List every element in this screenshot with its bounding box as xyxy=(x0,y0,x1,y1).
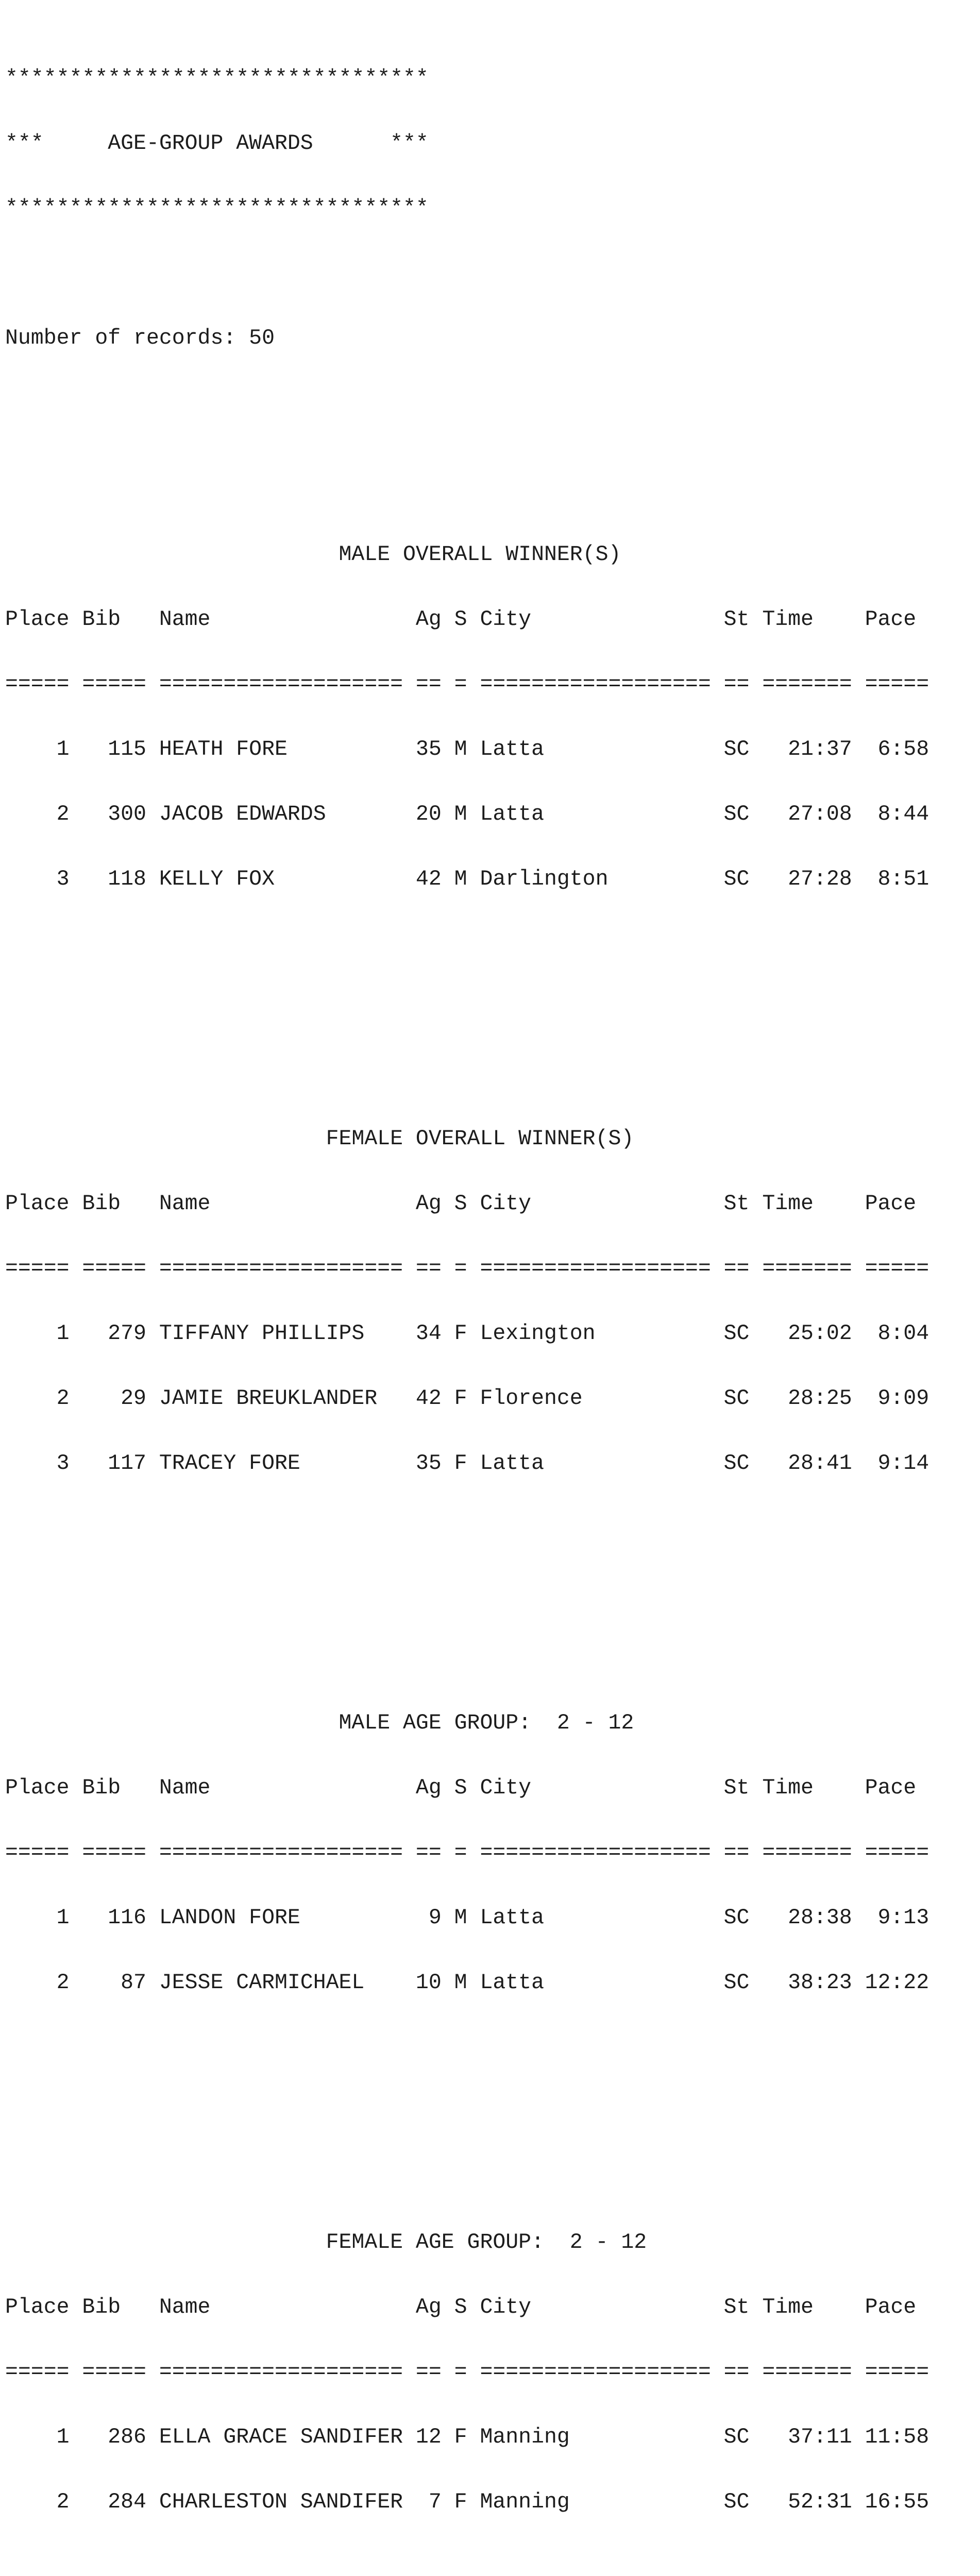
result-row: 1 115 HEATH FORE 35 M Latta SC 21:37 6:58 xyxy=(5,737,930,761)
result-row: 3 117 TRACEY FORE 35 F Latta SC 28:41 9:14 xyxy=(5,1451,930,1476)
blank-line xyxy=(5,2556,974,2576)
blank-line xyxy=(5,263,974,284)
section-title: FEMALE AGE GROUP: 2 - 12 xyxy=(5,2230,647,2255)
results-section xyxy=(5,501,974,998)
records-count: Number of records: 50 xyxy=(5,326,275,350)
result-row: 2 300 JACOB EDWARDS 20 M Latta SC 27:08 8:44 xyxy=(5,802,930,826)
header-title: *** AGE-GROUP AWARDS *** xyxy=(5,131,429,156)
column-header: Place Bib Name Ag S City St Time Pace xyxy=(5,1776,917,1800)
header-stars-top: ********************************* xyxy=(5,66,429,91)
result-row: 2 284 CHARLESTON SANDIFER 7 F Manning SC 52:31 16:55 xyxy=(5,2490,930,2514)
results-section xyxy=(5,1669,974,2102)
column-separator: ===== ===== =================== == = ================== == ======= ===== xyxy=(5,672,930,697)
column-separator: ===== ===== =================== == = ================== == ======= ===== xyxy=(5,1257,930,1281)
section-title: MALE AGE GROUP: 2 - 12 xyxy=(5,1711,634,1735)
results-document xyxy=(5,25,974,2576)
column-header: Place Bib Name Ag S City St Time Pace xyxy=(5,607,917,632)
column-header: Place Bib Name Ag S City St Time Pace xyxy=(5,1192,917,1216)
section-title: MALE OVERALL WINNER(S) xyxy=(5,543,621,567)
blank-line xyxy=(5,393,974,414)
column-separator: ===== ===== =================== == = ================== == ======= ===== xyxy=(5,2360,930,2384)
results-section xyxy=(5,2189,974,2576)
result-row: 1 116 LANDON FORE 9 M Latta SC 28:38 9:13 xyxy=(5,1906,930,1930)
header-stars-bottom: ********************************* xyxy=(5,196,429,221)
blank-line xyxy=(5,934,974,955)
result-row: 1 286 ELLA GRACE SANDIFER 12 F Manning SC 37:11 11:58 xyxy=(5,2425,930,2449)
column-separator: ===== ===== =================== == = ================== == ======= ===== xyxy=(5,1841,930,1865)
result-row: 1 279 TIFFANY PHILLIPS 34 F Lexington SC 25:02 8:04 xyxy=(5,1321,930,1346)
section-title: FEMALE OVERALL WINNER(S) xyxy=(5,1127,634,1151)
result-row: 2 29 JAMIE BREUKLANDER 42 F Florence SC 28:25 9:09 xyxy=(5,1386,930,1411)
result-row: 2 87 JESSE CARMICHAEL 10 M Latta SC 38:23 12:22 xyxy=(5,1971,930,1995)
blank-line xyxy=(5,1518,974,1539)
blank-line xyxy=(5,2037,974,2059)
result-row: 3 118 KELLY FOX 42 M Darlington SC 27:28 8:51 xyxy=(5,867,930,891)
column-header: Place Bib Name Ag S City St Time Pace xyxy=(5,2295,917,2319)
results-section xyxy=(5,1085,974,1583)
